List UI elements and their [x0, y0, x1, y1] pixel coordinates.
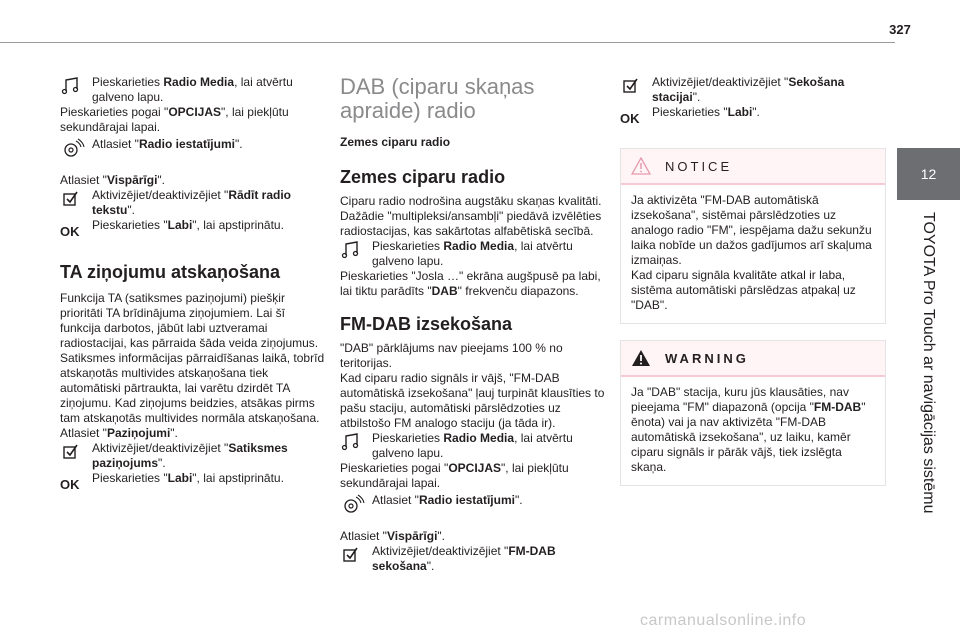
heading-fm-dab: FM-DAB izsekošana: [340, 314, 513, 334]
warning-triangle-icon: [631, 157, 651, 175]
column-1: [60, 75, 325, 492]
step-toggle-fm-dab: Aktivizējiet/deaktivizējiet "FM-DAB sekošana".: [340, 544, 605, 574]
column-3: [620, 75, 886, 486]
radio-settings-icon: [60, 137, 92, 161]
warning-title: WARNING: [665, 350, 749, 366]
step-general-2: Atlasiet "Vispārīgi".: [340, 529, 446, 543]
step-band: Pieskarieties "Josla …" ekrāna augšpusē pa labi, lai tiktu parādīts "DAB" frekvenču diapazons.: [340, 269, 601, 298]
side-title-text: TOYOTA Pro Touch ar navigācijas sistēmu: [920, 212, 937, 514]
checkbox-toggle-icon: [620, 75, 652, 95]
step-radio-media: Pieskarieties Radio Media, lai atvērtu galveno lapu.: [340, 239, 605, 269]
section-subtitle: Zemes ciparu radio: [340, 135, 451, 149]
warning-body: Ja "DAB" stacija, kuru jūs klausāties, nav pieejama "FM" diapazonā (opcija "FM-DAB" ēnota) vai ja nav aktivizēta "FM-DAB automātiskā izsekošana", uz laiku, kamēr ciparu signāls ir pārāk vājš, tiek izslēgta skaņa.: [621, 377, 885, 485]
fm-body-2: Kad ciparu radio signāls ir vājš, "FM-DAB automātiskā izsekošana" ļauj turpināt klausīties to pašu staciju, automātiski pārslēdzoties uz atbilstošo FM analogo staciju (ja tāda ir).: [340, 371, 605, 430]
footer-watermark: carmanualsonline.info: [640, 612, 807, 629]
step-options: Pieskarieties pogai "OPCIJAS", lai piekļūtu sekundārajai lapai.: [60, 105, 289, 134]
warning-box: [620, 340, 886, 486]
checkbox-toggle-icon: [60, 441, 92, 461]
page-number: 327: [889, 22, 911, 37]
step-toggle-traffic: Aktivizējiet/deaktivizējiet "Satiksmes paziņojums".: [60, 441, 325, 471]
step-radio-settings-2: Atlasiet "Radio iestatījumi".: [340, 493, 605, 517]
step-ok-2: OK Pieskarieties "Labi", lai apstiprinātu.: [60, 471, 284, 492]
fm-body-1: "DAB" pārklājums nav pieejams 100 % no teritorijas.: [340, 341, 563, 370]
ok-label: OK: [60, 224, 80, 239]
ok-label: OK: [620, 111, 640, 126]
warning-triangle-icon: [631, 349, 651, 367]
step-ok-1: OK Pieskarieties "Labi", lai apstiprinātu.: [60, 218, 284, 239]
checkbox-toggle-icon: [340, 544, 372, 564]
step-options-2: Pieskarieties pogai "OPCIJAS", lai piekļūtu sekundārajai lapai.: [340, 461, 569, 490]
step-ok-3: OK Pieskarieties "Labi".: [620, 105, 760, 126]
radio-settings-icon: [340, 493, 372, 517]
step-general: Atlasiet "Vispārīgi".: [60, 173, 166, 187]
terrestrial-body-2: Dažādie "multipleksi/ansambļi" piedāvā izvēlēties radiostacijas, kas sakārtotas alfabētiskā secībā.: [340, 209, 602, 238]
notice-box: [620, 148, 886, 324]
step-radio-media-2: Pieskarieties Radio Media, lai atvērtu galveno lapu.: [340, 431, 605, 461]
column-2: [340, 75, 605, 574]
side-title: [907, 212, 947, 592]
ta-body: Funkcija TA (satiksmes paziņojumi) piešķir prioritāti TA brīdinājuma ziņojumiem. Lai šī funkcija darbotos, jābūt labi uztveramai radiostacijai, kas pārraida šāda veida ziņojumus. Satiksmes informācijas pārraidīšanas laikā, tobrīd atskaņotās multivides atskaņošana tiek automātiski pārtraukta, lai varētu dzirdēt TA ziņojumu. Kad ziņojums beidzies, atsākas pirms tam atskaņotās multivides normāla atskaņošana.: [60, 291, 325, 425]
step-radio-media: Pieskarieties Radio Media, lai atvērtu galveno lapu.: [60, 75, 325, 105]
notice-title: NOTICE: [665, 158, 733, 174]
step-radio-settings: Atlasiet "Radio iestatījumi".: [60, 137, 325, 161]
terrestrial-body: Ciparu radio nodrošina augstāku skaņas kvalitāti.: [340, 194, 602, 208]
step-notifications: Atlasiet "Paziņojumi".: [60, 426, 178, 440]
section-title: DAB (ciparu skaņas apraide) radio: [340, 74, 535, 123]
heading-terrestrial: Zemes ciparu radio: [340, 167, 506, 187]
music-note-icon: [340, 431, 372, 453]
checkbox-toggle-icon: [60, 188, 92, 208]
step-toggle-radio-text: Aktivizējiet/deaktivizējiet "Rādīt radio tekstu".: [60, 188, 325, 218]
chapter-tab: 12: [897, 148, 960, 200]
header-rule: [0, 42, 895, 43]
warning-header: [621, 341, 885, 377]
step-toggle-station-follow: Aktivizējiet/deaktivizējiet "Sekošana stacijai".: [620, 75, 886, 105]
heading-ta: TA ziņojumu atskaņošana: [60, 262, 281, 282]
music-note-icon: [60, 75, 92, 97]
notice-header: [621, 149, 885, 185]
notice-body: Ja aktivizēta "FM-DAB automātiskā izsekošana", sistēmai pārslēdzoties uz analogo radio "FM", iespējama dažu sekunžu laika nobīde un dažos gadījumos arī skaļuma izmaiņas. Kad ciparu signāla kvalitāte atkal ir laba, sistēma automātiski pārslēdzas atpakaļ uz "DAB".: [621, 185, 885, 323]
music-note-icon: [340, 239, 372, 261]
ok-label: OK: [60, 477, 80, 492]
